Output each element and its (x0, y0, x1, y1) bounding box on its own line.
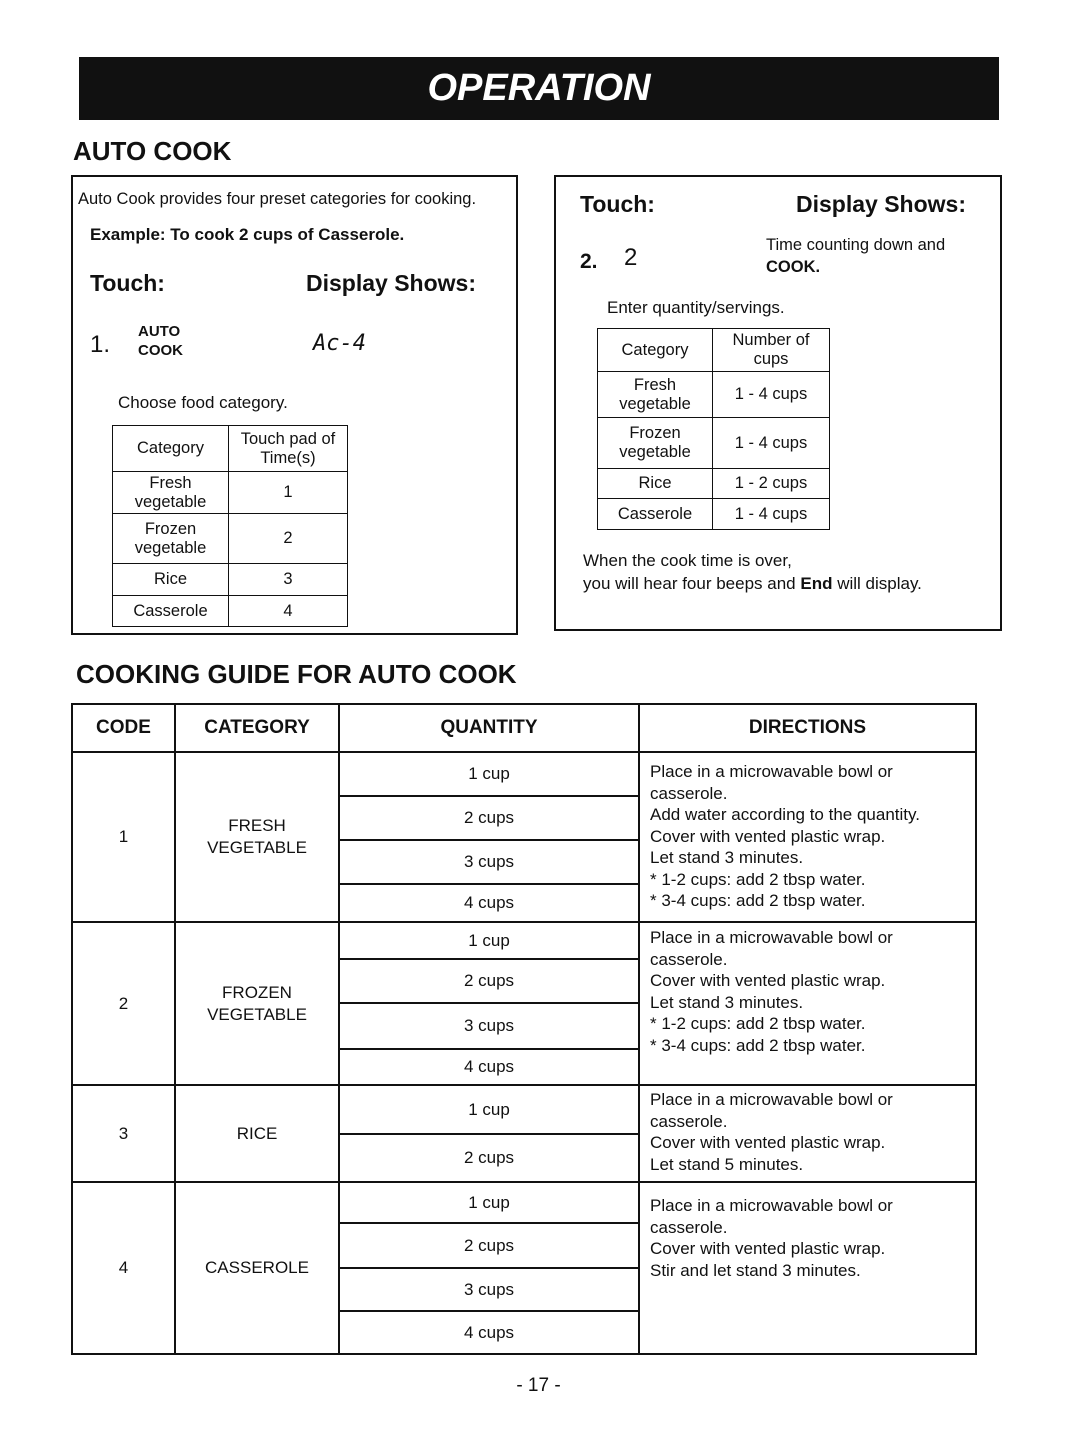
end-message-line1: When the cook time is over, (583, 551, 792, 570)
quantity-cell: 1 cup (339, 922, 639, 959)
table2-cell: Rice (598, 469, 713, 499)
quantity-cell: 1 cup (339, 1182, 639, 1223)
row2-directions (639, 922, 976, 1085)
step2-display-line1: Time counting down and (766, 236, 946, 254)
direction-line: * 1-2 cups: add 2 tbsp water. (650, 869, 866, 889)
table2-header-category: Category (598, 329, 713, 372)
quantity-cell: 3 cups (339, 840, 639, 884)
page-number: - 17 - (516, 1375, 561, 1396)
table1-cell: Rice (113, 564, 229, 596)
direction-line: Cover with vented plastic wrap. (650, 826, 886, 846)
auto-key-label-bottom: COOK (138, 342, 183, 359)
intro-text: Auto Cook provides four preset categories for cooking. (78, 190, 477, 208)
row4-category (175, 1182, 339, 1354)
number-2-key: 2 (624, 244, 638, 271)
step2-note: Enter quantity/servings. (607, 298, 785, 317)
quantity-cell: 1 cup (339, 752, 639, 796)
row3-category (175, 1085, 339, 1182)
direction-line: casserole. (650, 783, 728, 803)
row4-category-line1: CASSEROLE (205, 1258, 309, 1277)
table1-cell: 2 (229, 514, 348, 564)
table1-cell: 1 (229, 472, 348, 514)
row1-code: 1 (72, 752, 175, 922)
auto-cook-left-panel (71, 175, 518, 635)
direction-line: Place in a microwavable bowl or (650, 1090, 893, 1109)
auto-key-label-top: AUTO (138, 323, 181, 340)
quantity-cell: 3 cups (339, 1003, 639, 1049)
row1-category-line1: FRESH (228, 816, 286, 835)
quantity-cell: 1 cup (339, 1085, 639, 1134)
table2-cell: 1 - 2 cups (713, 469, 830, 499)
direction-line: Add water according to the quantity. (650, 805, 920, 824)
direction-line: Place in a microwavable bowl or (650, 1196, 893, 1215)
row2-category-line1: FROZEN (222, 982, 292, 1002)
table2-cell: Frozen vegetable (598, 418, 713, 469)
row1-directions (639, 752, 976, 922)
table2-header-cups: Number of cups (713, 329, 830, 372)
table1-cell: 3 (229, 564, 348, 596)
row1-category (175, 752, 339, 922)
direction-line: Let stand 3 minutes. (650, 992, 804, 1012)
category-touchpad-table (112, 425, 348, 627)
direction-line: casserole. (650, 1217, 728, 1237)
quantity-cell: 2 cups (339, 959, 639, 1003)
example-text: Example: To cook 2 cups of Casserole. (90, 225, 405, 244)
touch-label-2: Touch: (580, 191, 655, 217)
direction-line: * 1-2 cups: add 2 tbsp water. (650, 1014, 866, 1033)
table2-cell: 1 - 4 cups (713, 499, 830, 530)
quantity-cell: 3 cups (339, 1268, 639, 1311)
cooking-guide-heading: COOKING GUIDE FOR AUTO COOK (76, 659, 517, 689)
direction-line: Cover with vented plastic wrap. (650, 1133, 886, 1152)
table2-cell: 1 - 4 cups (713, 418, 830, 469)
step2-display-line2: COOK. (766, 258, 821, 276)
end-word: End (800, 574, 833, 593)
header-quantity: QUANTITY (339, 704, 639, 752)
header-code: CODE (72, 704, 175, 752)
quantity-cell: 2 cups (339, 796, 639, 840)
table1-header-category: Category (113, 426, 229, 472)
touch-label: Touch: (90, 270, 165, 296)
step1-number: 1. (90, 331, 111, 358)
row1-category-line2: VEGETABLE (207, 838, 307, 857)
row2-category (175, 922, 339, 1085)
auto-cook-right-panel (554, 175, 1002, 631)
quantity-cell: 4 cups (339, 1311, 639, 1354)
end-message-line2 (583, 572, 922, 595)
table1-cell: 4 (229, 596, 348, 627)
table2-cell: Casserole (598, 499, 713, 530)
row2-code: 2 (72, 922, 175, 1085)
end-message-pre: you will hear four beeps and (583, 574, 801, 593)
header-category: CATEGORY (175, 704, 339, 752)
display-label-2: Display Shows: (796, 191, 966, 217)
table1-header-touchpad: Touch pad of Time(s) (229, 426, 348, 472)
row3-directions (639, 1085, 976, 1182)
end-message (583, 549, 922, 595)
direction-line: Place in a microwavable bowl or (650, 928, 893, 947)
direction-line: Stir and let stand 3 minutes. (650, 1260, 861, 1280)
auto-cook-key (138, 322, 183, 360)
row3-category-line1: RICE (236, 1123, 278, 1143)
quantity-cell: 2 cups (339, 1223, 639, 1268)
quantity-cell: 4 cups (339, 1049, 639, 1085)
direction-line: casserole. (650, 949, 728, 969)
table1-cell: Frozen vegetable (113, 514, 229, 564)
direction-line: Place in a microwavable bowl or (650, 762, 893, 781)
direction-line: Cover with vented plastic wrap. (650, 1239, 886, 1258)
row3-code: 3 (72, 1085, 175, 1182)
quantity-cell: 4 cups (339, 884, 639, 922)
table1-cell: Fresh vegetable (113, 472, 229, 514)
quantity-cell: 2 cups (339, 1134, 639, 1182)
guide-row (72, 752, 976, 796)
guide-row (72, 1085, 976, 1134)
cooking-guide-table (71, 703, 977, 1355)
table2-cell: Fresh vegetable (598, 372, 713, 418)
category-cups-table (597, 328, 830, 530)
row4-code: 4 (72, 1182, 175, 1354)
step1-note: Choose food category. (118, 393, 288, 412)
header-directions: DIRECTIONS (639, 704, 976, 752)
end-message-post: will display. (832, 574, 922, 593)
direction-line: Cover with vented plastic wrap. (650, 971, 886, 990)
direction-line: Let stand 3 minutes. (650, 848, 804, 867)
auto-cook-heading: AUTO COOK (73, 136, 232, 166)
row2-category-line2: VEGETABLE (207, 1004, 307, 1024)
table2-cell: 1 - 4 cups (713, 372, 830, 418)
direction-line: * 3-4 cups: add 2 tbsp water. (650, 1035, 866, 1055)
page-banner: OPERATION (79, 57, 999, 120)
row4-directions (639, 1182, 976, 1354)
step2-display (766, 234, 945, 278)
guide-row (72, 922, 976, 959)
step1-display: Ac-4 (313, 331, 366, 356)
display-label: Display Shows: (306, 270, 476, 296)
direction-line: Let stand 5 minutes. (650, 1154, 804, 1174)
direction-line: casserole. (650, 1111, 728, 1131)
step2-number: 2. (580, 250, 598, 273)
table1-cell: Casserole (113, 596, 229, 627)
guide-row (72, 1182, 976, 1223)
direction-line: * 3-4 cups: add 2 tbsp water. (650, 891, 866, 910)
